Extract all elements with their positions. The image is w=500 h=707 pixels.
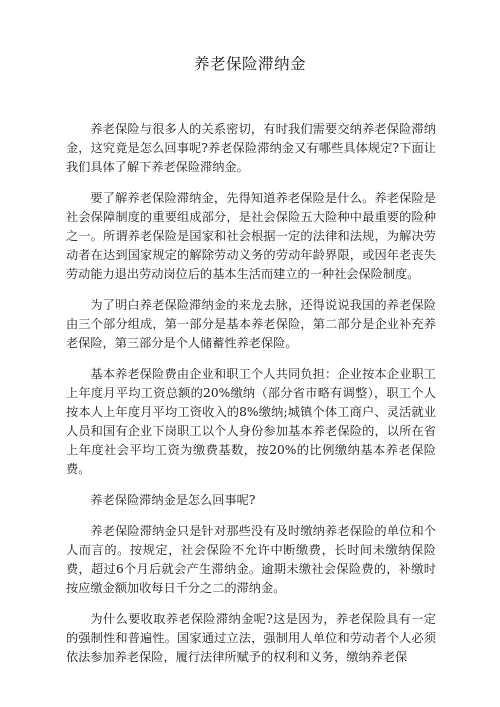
- document-title: 养老保险滞纳金: [193, 55, 306, 73]
- paragraph-intro: 养老保险与很多人的关系密切，有时我们需要交纳养老保险滞纳金，这究竟是怎么回事呢?养老保险滞纳金又有哪些具体规定?下面让我们具体了解下养老保险滞纳金。: [66, 122, 436, 174]
- paragraph-definition: 要了解养老保险滞纳金，先得知道养老保险是什么。养老保险是社会保障制度的重要组成部分，是社会保险五大险种中最重要的险种之一。所谓养老保险是国家和社会根据一定的法律和法规，为解决劳动者在达到国家规定的解除劳动义务的劳动年龄界限，或因年老丧失劳动能力退出劳动岗位后的基本生活而建立的一种社会保险制度。: [66, 191, 436, 281]
- paragraph-question: 养老保险滞纳金是怎么回事呢?: [90, 493, 256, 507]
- paragraph-reason: 为什么要收取养老保险滞纳金呢?这是因为，养老保险具有一定的强制性和普遍性。国家通过立法，强制用人单位和劳动者个人必须依法参加养老保险，履行法律所赋予的权利和义务，缴纳养老保: [66, 612, 436, 664]
- paragraph-contribution: 基本养老保险费由企业和职工个人共同负担：企业按本企业职工上年度月平均工资总额的20%缴纳（部分省市略有调整），职工个人按本人上年度月平均工资收入的8%缴纳;城镇个体工商户、灵活就业人员和国有企业下岗职工以个人身份参加基本养老保险的，以所在省上年度社会平均工资为缴费基数，按20%的比例缴纳基本养老保险费。: [66, 367, 436, 476]
- document-body: [66, 120, 436, 679]
- paragraph-late-fee-rule: 养老保险滞纳金只是针对那些没有及时缴纳养老保险的单位和个人而言的。按规定，社会保险不允许中断缴费，长时间未缴纳保险费，超过6个月后就会产生滞纳金。逾期未缴社会保险费的，补缴时按应缴金额加收每日千分之二的滞纳金。: [66, 524, 436, 595]
- paragraph-components: 为了明白养老保险滞纳金的来龙去脉，还得说说我国的养老保险由三个部分组成，第一部分是基本养老保险，第二部分是企业补充养老保险，第三部分是个人储蓄性养老保险。: [66, 298, 436, 350]
